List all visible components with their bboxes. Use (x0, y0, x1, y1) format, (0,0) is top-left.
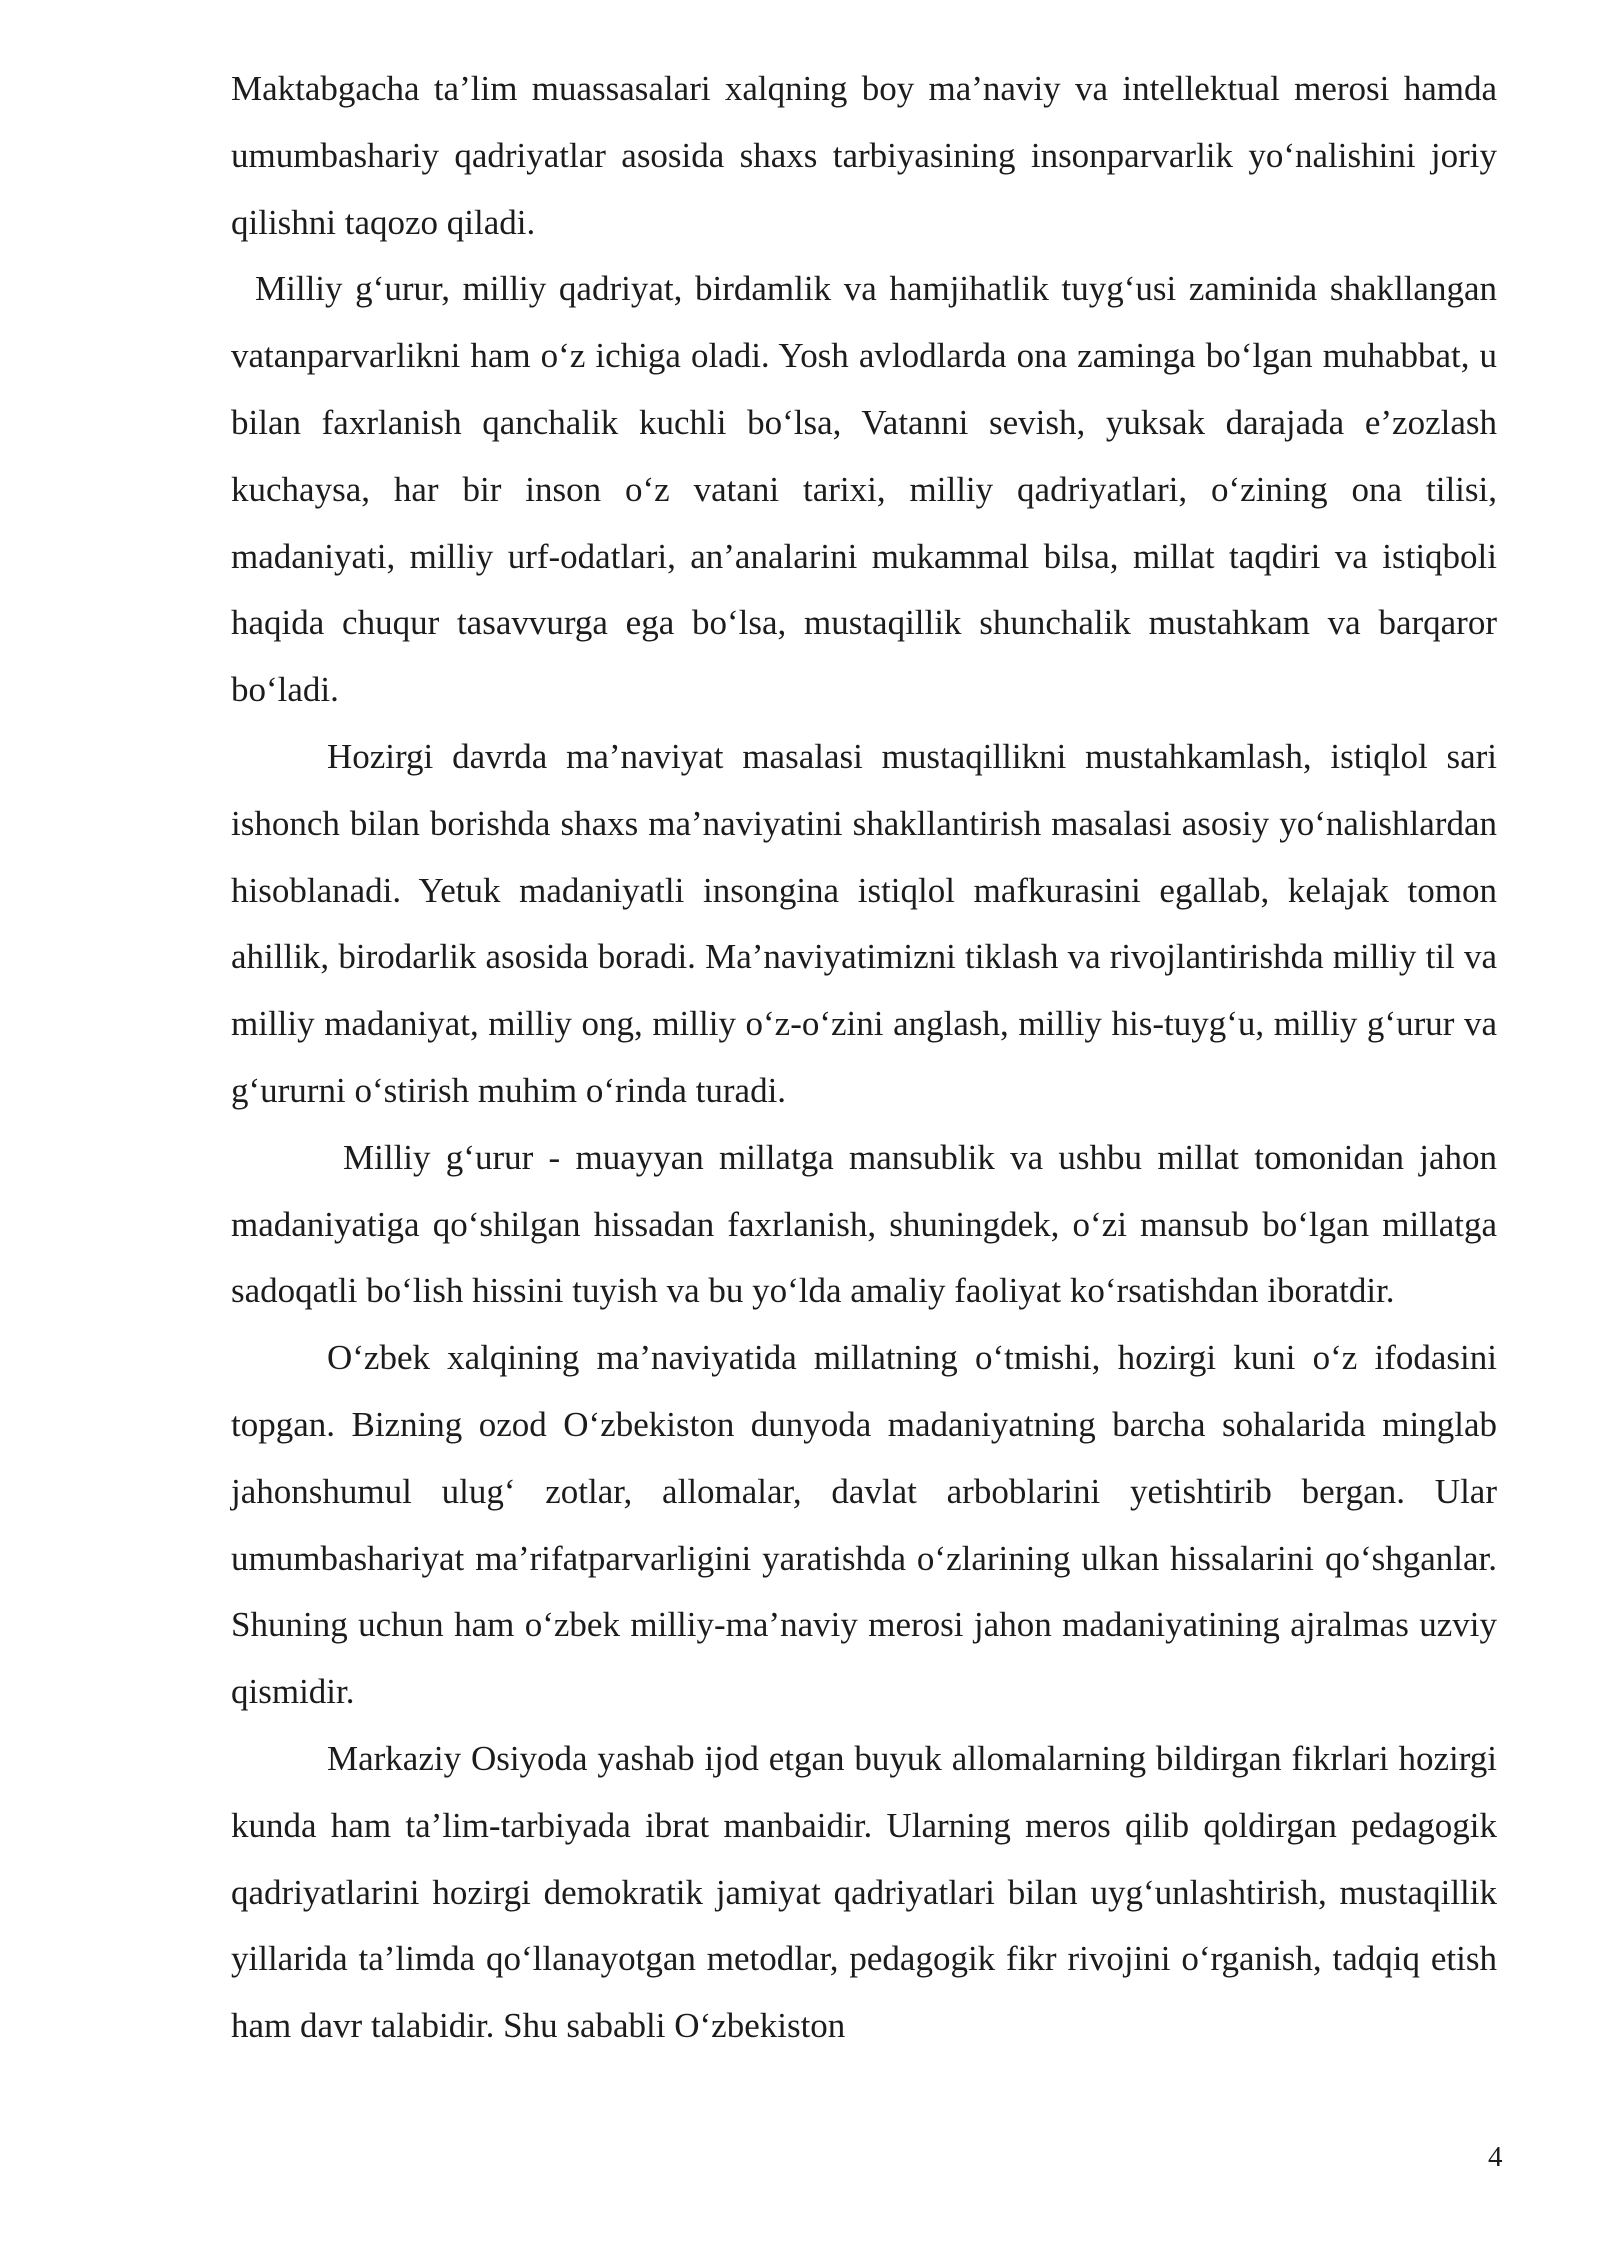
document-body (231, 56, 1497, 2060)
paragraph-2: Milliy g‘urur, milliy qadriyat, birdamlik va hamjihatlik tuyg‘usi zaminida shakllangan vatanparvarlikni ham o‘z ichiga oladi. Yosh avlodlarda ona zaminga bo‘lgan muhabbat, u bilan faxrlanish qanchalik kuchli bo‘lsa, Vatanni sevish, yuksak darajada e’zozlash kuchaysa, har bir inson o‘z vatani tarixi, milliy qadriyatlari, o‘zining ona tilisi, madaniyati, milliy urf-odatlari, an’analarini mukammal bilsa, millat taqdiri va istiqboli haqida chuqur tasavvurga ega bo‘lsa, mustaqillik shunchalik mustahkam va barqaror bo‘ladi. (231, 269, 1497, 710)
page-number: 4 (1488, 2141, 1503, 2173)
paragraph-3: Hozirgi davrda ma’naviyat masalasi mustaqillikni mustahkamlash, istiqlol sari ishonch bilan borishda shaxs ma’naviyatini shakllantirish masalasi asosiy yo‘nalishlardan hisoblanadi. Yetuk madaniyatli insongina istiqlol mafkurasini egallab, kelajak tomon ahillik, birodarlik asosida boradi. Ma’naviyatimizni tiklash va rivojlantirishda milliy til va milliy madaniyat, milliy ong, milliy o‘z-o‘zini anglash, milliy his-tuyg‘u, milliy g‘urur va g‘ururni o‘stirish muhim o‘rinda turadi. (231, 736, 1497, 1110)
paragraph-5: O‘zbek xalqining ma’naviyatida millatning o‘tmishi, hozirgi kuni o‘z ifodasini topgan. Bizning ozod O‘zbekiston dunyoda madaniyatning barcha sohalarida minglab jahonshumul ulug‘ zotlar, allomalar, davlat arboblarini yetishtirib bergan. Ular umumbashariyat ma’rifatparvarligini yaratishda o‘zlarining ulkan hissalarini qo‘shganlar. Shuning uchun ham o‘zbek milliy-ma’naviy merosi jahon madaniyatining ajralmas uzviy qismidir. (231, 1338, 1497, 1712)
paragraph-4: Milliy g‘urur - muayyan millatga mansublik va ushbu millat tomonidan jahon madaniyatiga qo‘shilgan hissadan faxrlanish, shuningdek, o‘zi mansub bo‘lgan millatga sadoqatli bo‘lish hissini tuyish va bu yo‘lda amaliy faoliyat ko‘rsatishdan iboratdir. (231, 1137, 1497, 1311)
paragraph-1: Maktabgacha ta’lim muassasalari xalqning boy ma’naviy va intellektual merosi hamda umumbashariy qadriyatlar asosida shaxs tarbiyasining insonparvarlik yo‘nalishini joriy qilishni taqozo qiladi. (231, 69, 1497, 242)
paragraph-6: Markaziy Osiyoda yashab ijod etgan buyuk allomalarning bildirgan fikrlari hozirgi kunda ham ta’lim-tarbiyada ibrat manbaidir. Ularning meros qilib qoldirgan pedagogik qadriyatlarini hozirgi demokratik jamiyat qadriyatlari bilan uyg‘unlashtirish, mustaqillik yillarida ta’limda qo‘llanayotgan metodlar, pedagogik fikr rivojini o‘rganish, tadqiq etish ham davr talabidir. Shu sababli O‘zbekiston (231, 1738, 1497, 2046)
